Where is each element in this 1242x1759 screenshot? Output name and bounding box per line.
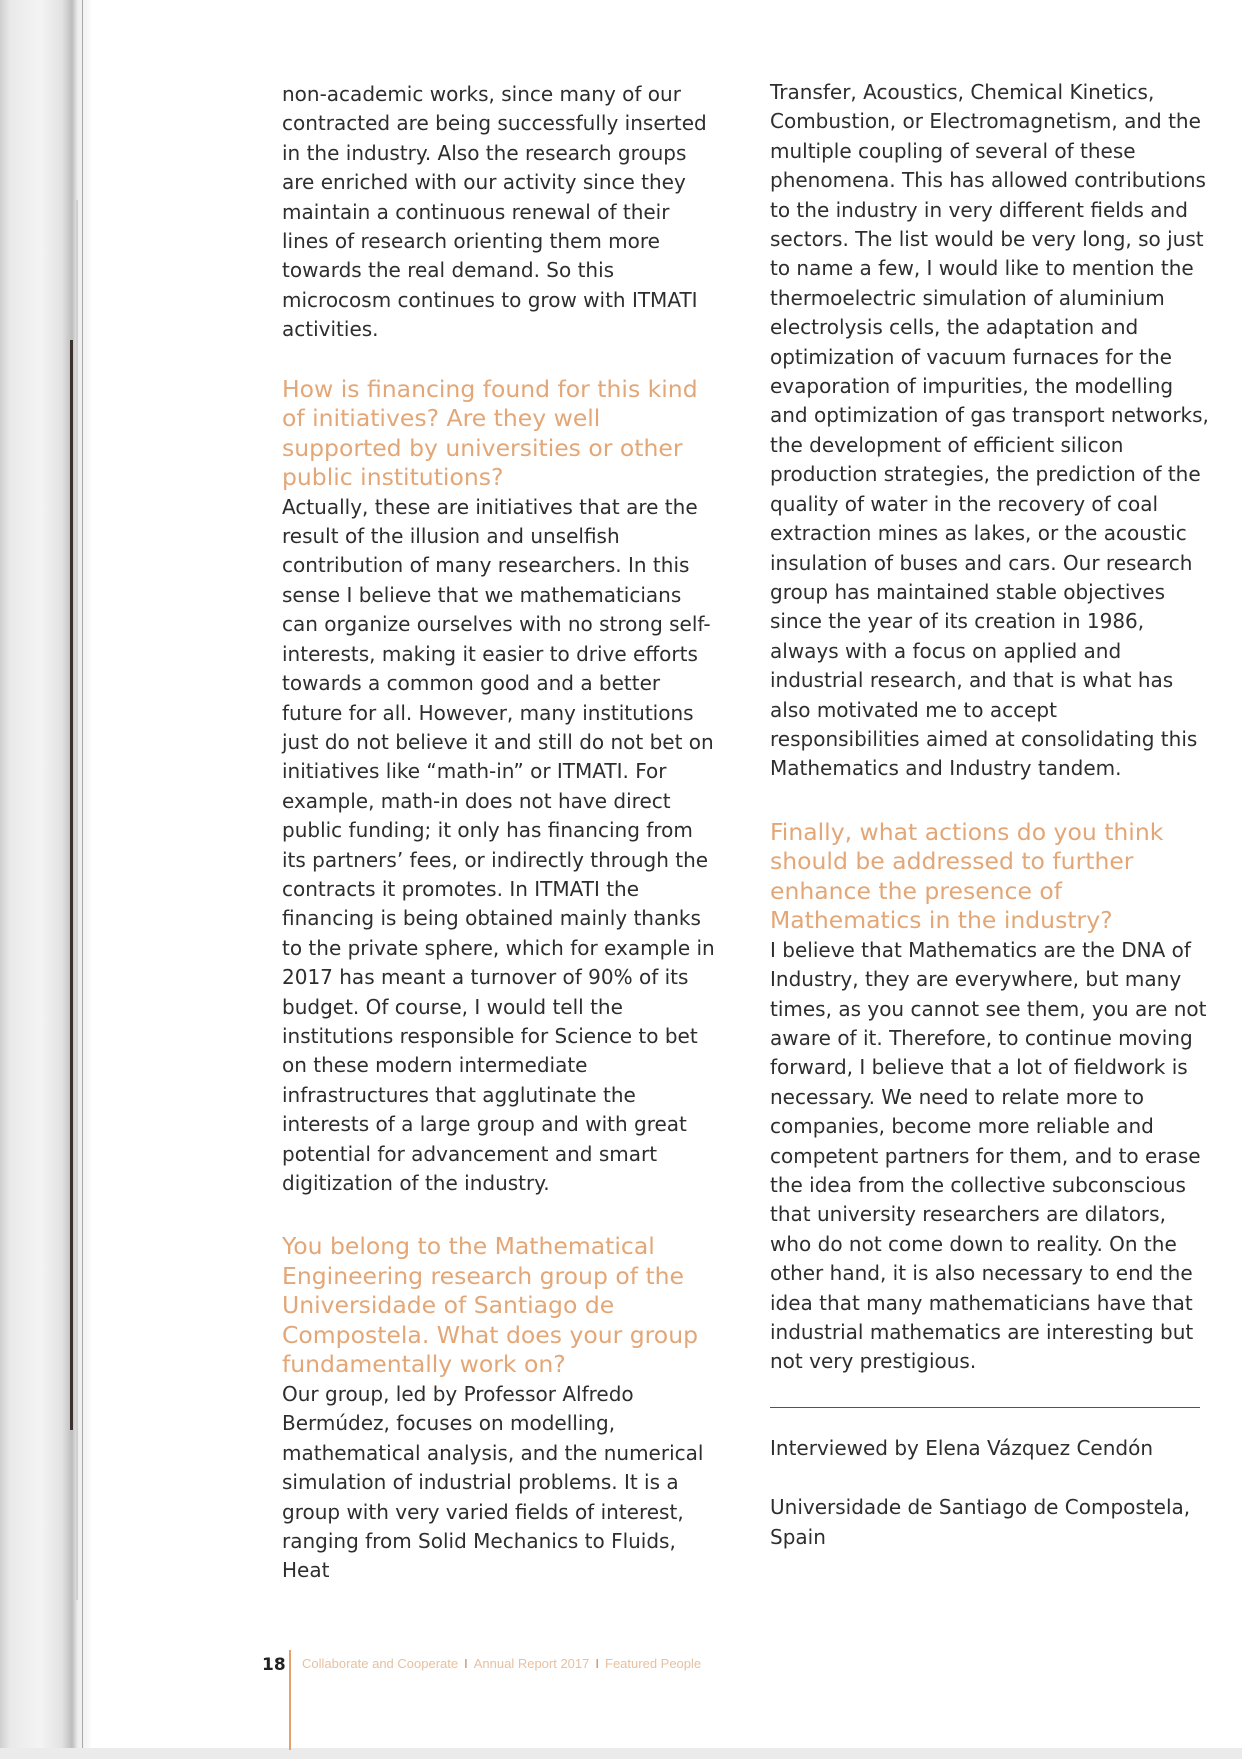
footer-running-title <box>302 1656 701 1671</box>
binding-edge-line <box>82 0 83 1759</box>
question-research-group: You belong to the Mathematical Engineering research group of the Universidade of Santiago de Compostela. What does your group fundamentally work on? <box>282 1232 699 1379</box>
answer-actions: I believe that Mathematics are the DNA of Industry, they are everywhere, but many times, as you cannot see them, you are not aware of it. Therefore, to continue moving forward, I believe that a lot of fieldwork is necessary. We need to relate more to companies, become more reliable and competent partners for them, and to erase the idea from the collective subconscious that university researchers are dilators, who do not come down to reality. On the other hand, it is also necessary to end the idea that many mathematicians have that industrial mathematics are interesting but not very prestigious. <box>770 937 1207 1374</box>
right-column <box>770 78 1210 1552</box>
scan-bottom-edge <box>0 1748 1242 1759</box>
intro-paragraph: non-academic works, since many of our contracted are being successfully inserted in the industry. Also the research groups are enriched with our activity since they maintain a continuous renewal of their lines of research orienting them more towards the real demand. So this microcosm continues to grow with ITMATI activities. <box>282 82 707 342</box>
binding-dark-strip <box>70 340 73 1430</box>
binding-shadow <box>76 200 78 1600</box>
scan-binding-edge <box>0 0 92 1759</box>
footer-section-annual-report: Annual Report 2017 <box>473 1656 590 1671</box>
page-number: 18 <box>262 1655 286 1675</box>
interviewer-credit: Interviewed by Elena Vázquez Cendón <box>770 1435 1153 1460</box>
answer-research-group-continued: Transfer, Acoustics, Chemical Kinetics, Combustion, or Electromagnetism, and the multiple coupling of several of these phenomena. This has allowed contributions to the industry in very different fields and sectors. The list would be very long, so just to name a few, I would like to mention the thermoelectric simulation of aluminium electrolysis cells, the adaptation and optimization of vacuum furnaces for the evaporation of impurities, the modelling and optimization of gas transport networks, the development of efficient silicon production strategies, the prediction of the quality of water in the recovery of coal extraction mines as lakes, or the acoustic insulation of buses and cars. Our research group has maintained stable objectives since the year of its creation in 1986, always with a focus on applied and industrial research, and that is what has also motivated me to accept responsibilities aimed at consolidating this Mathematics and Industry tandem. <box>770 80 1209 781</box>
footer-rule <box>289 1650 291 1750</box>
question-actions: Finally, what actions do you think should be addressed to further enhance the presence of Mathematics in the industry? <box>770 817 1164 935</box>
footer-section-featured-people: Featured People <box>605 1656 702 1671</box>
question-financing: How is financing found for this kind of initiatives? Are they well supported by universities or other public institutions? <box>282 374 698 492</box>
footer-separator: I <box>464 1656 468 1671</box>
footer-section-collaborate: Collaborate and Cooperate <box>302 1656 459 1671</box>
footer-separator: I <box>595 1656 600 1671</box>
left-column <box>282 80 722 1586</box>
divider-line <box>770 1407 1200 1408</box>
affiliation-credit: Universidade de Santiago de Compostela, Spain <box>770 1495 1191 1549</box>
answer-research-group-start: Our group, led by Professor Alfredo Bermúdez, focuses on modelling, mathematical analysis, and the numerical simulation of industrial problems. It is a group with very varied fields of interest, ranging from Solid Mechanics to Fluids, Heat <box>282 1381 704 1583</box>
answer-financing: Actually, these are initiatives that are the result of the illusion and unselfish contribution of many researchers. In this sense I believe that we mathematicians can organize ourselves with no strong self-interests, making it easier to drive efforts towards a common good and a better future for all. However, many institutions just do not believe it and still do not bet on initiatives like “math-in” or ITMATI. For example, math-in does not have direct public funding; it only has financing from its partners’ fees, or indirectly through the contracts it promotes. In ITMATI the financing is being obtained mainly thanks to the private sphere, which for example in 2017 has meant a turnover of 90% of its budget. Of course, I would tell the institutions responsible for Science to bet on these modern intermediate infrastructures that agglutinate the interests of a large group and with great potential for advancement and smart digitization of the industry. <box>282 494 715 1195</box>
